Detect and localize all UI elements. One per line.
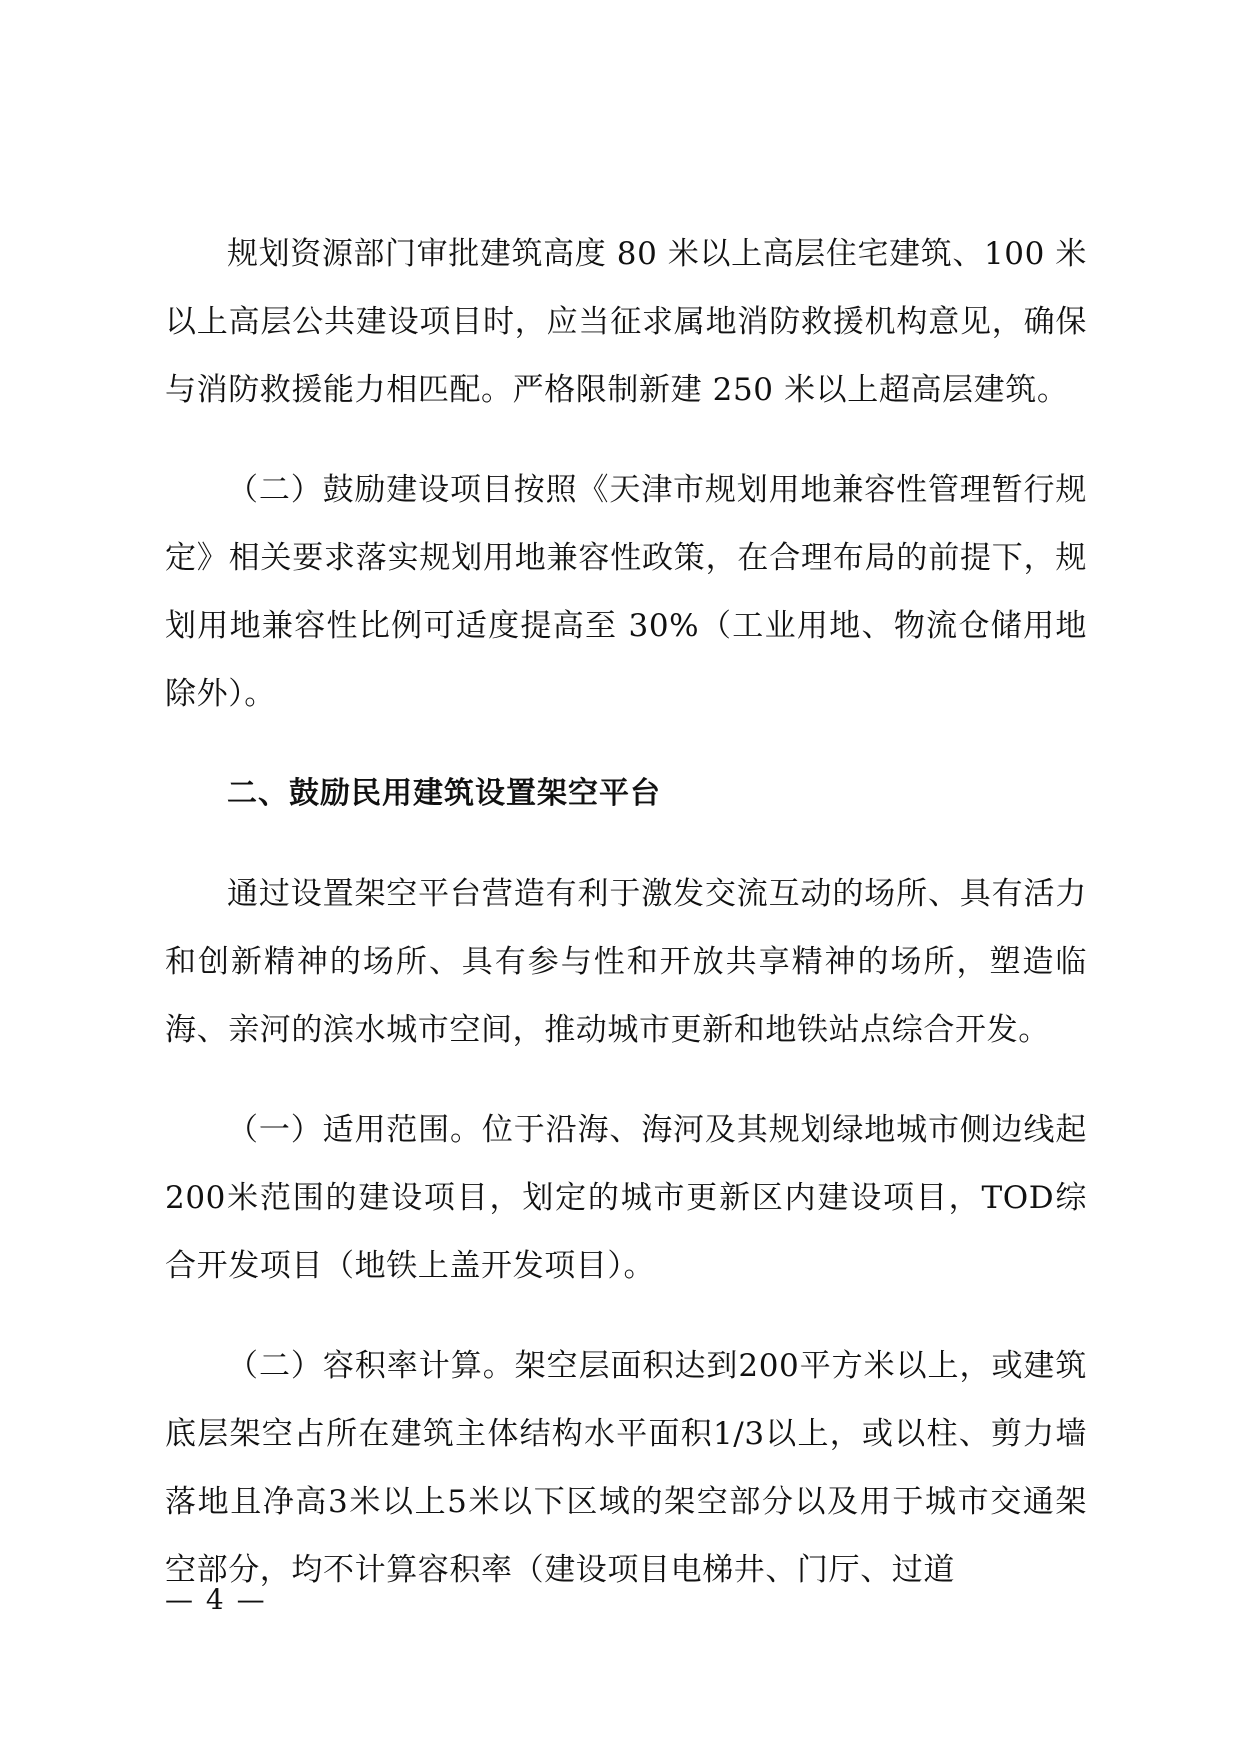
paragraph-high-rise-approval: 规划资源部门审批建筑高度 80 米以上高层住宅建筑、100 米以上高层公共建设项目时，应当征求属地消防救援机构意见，确保与消防救援能力相匹配。严格限制新建 250 米以上超高层建筑。: [165, 236, 1087, 408]
page-number: — 4 —: [165, 1583, 267, 1616]
paragraph-land-compatibility: （二）鼓励建设项目按照《天津市规划用地兼容性管理暂行规定》相关要求落实规划用地兼容性政策，在合理布局的前提下，规划用地兼容性比例可适度提高至 30%（工业用地、物流仓储用地除外）。: [165, 472, 1087, 712]
section-heading: 二、鼓励民用建筑设置架空平台: [227, 776, 661, 811]
paragraph-applicable-scope: （一）适用范围。位于沿海、海河及其规划绿地城市侧边线起200米范围的建设项目，划定的城市更新区内建设项目，TOD综合开发项目（地铁上盖开发项目）。: [165, 1112, 1087, 1284]
document-body: [165, 220, 1087, 1604]
paragraph-elevated-platform-purpose: 通过设置架空平台营造有利于激发交流互动的场所、具有活力和创新精神的场所、具有参与性和开放共享精神的场所，塑造临海、亲河的滨水城市空间，推动城市更新和地铁站点综合开发。: [165, 876, 1087, 1048]
paragraph-floor-area-ratio: （二）容积率计算。架空层面积达到200平方米以上，或建筑底层架空占所在建筑主体结构水平面积1/3以上，或以柱、剪力墙落地且净高3米以上5米以下区域的架空部分以及用于城市交通架空部分，均不计算容积率（建设项目电梯井、门厅、过道: [165, 1348, 1087, 1588]
